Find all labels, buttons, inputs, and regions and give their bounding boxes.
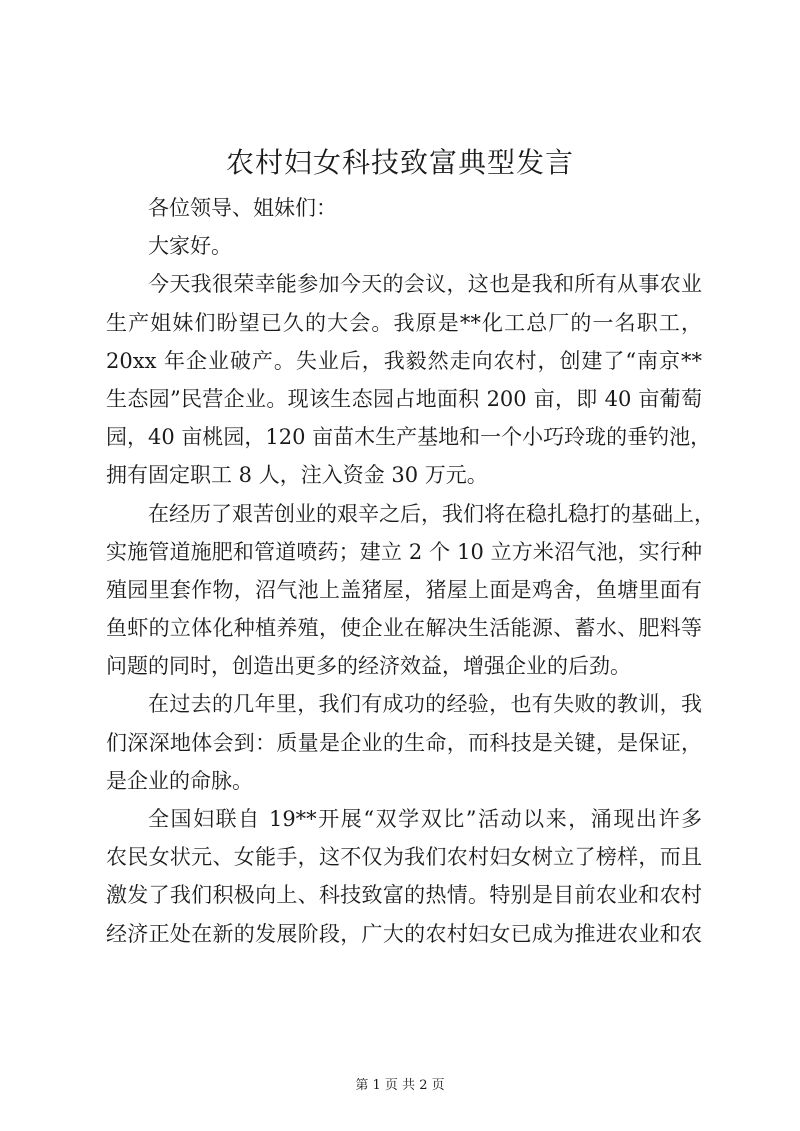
- paragraph-line: 生产姐妹们盼望已久的大会。我原是**化工总厂的一名职工，: [106, 310, 702, 335]
- paragraph-line: 是企业的命脉。: [106, 768, 253, 793]
- paragraph-line: 20xx 年企业破产。失业后，我毅然走向农村，创建了“南京**: [106, 348, 702, 373]
- paragraph-line: 今天我很荣幸能参加今天的会议，这也是我和所有从事农业: [148, 272, 702, 297]
- paragraph-line: 生态园”民营企业。现该生态园占地面积 200 亩，即 40 亩葡萄: [106, 386, 702, 411]
- paragraph-line: 鱼虾的立体化种植养殖，使企业在解决生活能源、蓄水、肥料等: [106, 616, 702, 641]
- document-title: 农村妇女科技致富典型发言: [225, 146, 574, 179]
- salutation-line: 各位领导、姐妹们：: [148, 196, 337, 220]
- paragraph-line: 园，40 亩桃园，120 亩苗木生产基地和一个小巧玲珑的垂钓池，: [106, 425, 712, 450]
- paragraph-line: 激发了我们积极向上、科技致富的热情。特别是目前农业和农村: [106, 883, 702, 908]
- page-number-footer: 第 1 页 共 2 页: [355, 1078, 445, 1093]
- paragraph-line: 拥有固定职工 8 人，注入资金 30 万元。: [106, 463, 488, 488]
- document-body: [106, 189, 715, 953]
- paragraph-line: 在过去的几年里，我们有成功的经验，也有失败的教训，我: [148, 692, 702, 717]
- paragraph-line: 经济正处在新的发展阶段，广大的农村妇女已成为推进农业和农: [106, 921, 702, 946]
- paragraph-line: 实施管道施肥和管道喷药；建立 2 个 10 立方米沼气池，实行种: [106, 539, 702, 564]
- paragraph-line: 们深深地体会到：质量是企业的生命，而科技是关键，是保证，: [106, 730, 702, 755]
- paragraph-line: 农民女状元、女能手，这不仅为我们农村妇女树立了榜样，而且: [106, 845, 702, 870]
- paragraph-line: 问题的同时，创造出更多的经济效益，增强企业的后劲。: [106, 654, 631, 679]
- paragraph-line: 全国妇联自 19**开展“双学双比”活动以来，涌现出许多: [148, 807, 702, 831]
- paragraph-line: 殖园里套作物，沼气池上盖猪屋，猪屋上面是鸡舍，鱼塘里面有: [106, 577, 702, 602]
- greeting-line: 大家好。: [148, 234, 232, 259]
- paragraph-line: 在经历了艰苦创业的艰辛之后，我们将在稳扎稳打的基础上，: [148, 501, 715, 526]
